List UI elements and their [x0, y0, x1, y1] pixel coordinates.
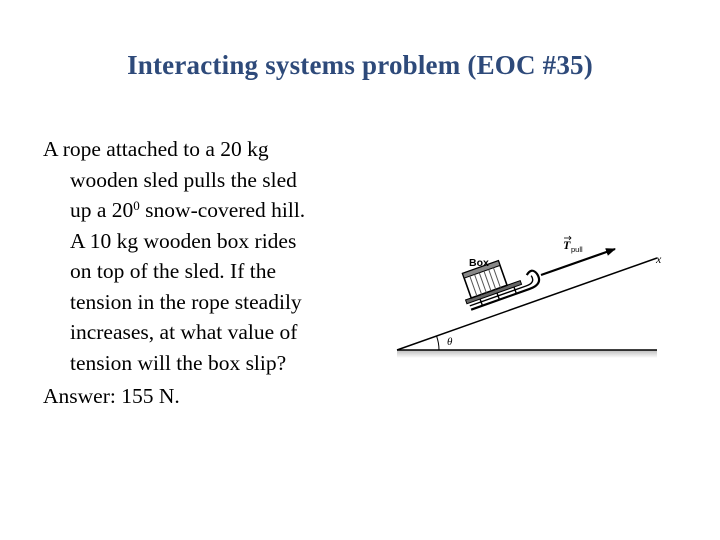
incline-figure — [393, 228, 673, 363]
problem-line-3 — [43, 195, 363, 226]
ground-shading — [397, 350, 657, 358]
problem-line-8: tension will the box slip? — [70, 350, 287, 375]
tension-symbol: T — [563, 238, 571, 252]
problem-line-1: A rope attached to a 20 kg — [43, 137, 269, 161]
angle-arc — [437, 336, 439, 350]
problem-line-2: wooden sled pulls the sled — [70, 167, 297, 192]
problem-statement — [43, 134, 363, 378]
degree-superscript: 0 — [133, 198, 140, 213]
problem-line-4: A 10 kg wooden box rides — [70, 228, 297, 253]
tension-label — [563, 236, 583, 254]
angle-label: θ — [447, 336, 453, 348]
problem-line-5: on top of the sled. If the — [70, 259, 276, 283]
problem-line-7: increases, at what value of — [70, 320, 298, 344]
incline-surface — [397, 258, 657, 350]
problem-line-3-start: up a 20 — [70, 198, 134, 222]
slide-title: Interacting systems problem (EOC #35) — [127, 50, 593, 80]
tension-subscript: pull — [571, 245, 583, 254]
box-label: Box — [469, 257, 489, 269]
x-axis-label: x — [656, 252, 662, 266]
problem-line-6: tension in the rope steadily — [70, 289, 302, 314]
answer-text: Answer: 155 N. — [43, 384, 180, 408]
problem-line-3-end: snow-covered hill. — [139, 198, 306, 222]
